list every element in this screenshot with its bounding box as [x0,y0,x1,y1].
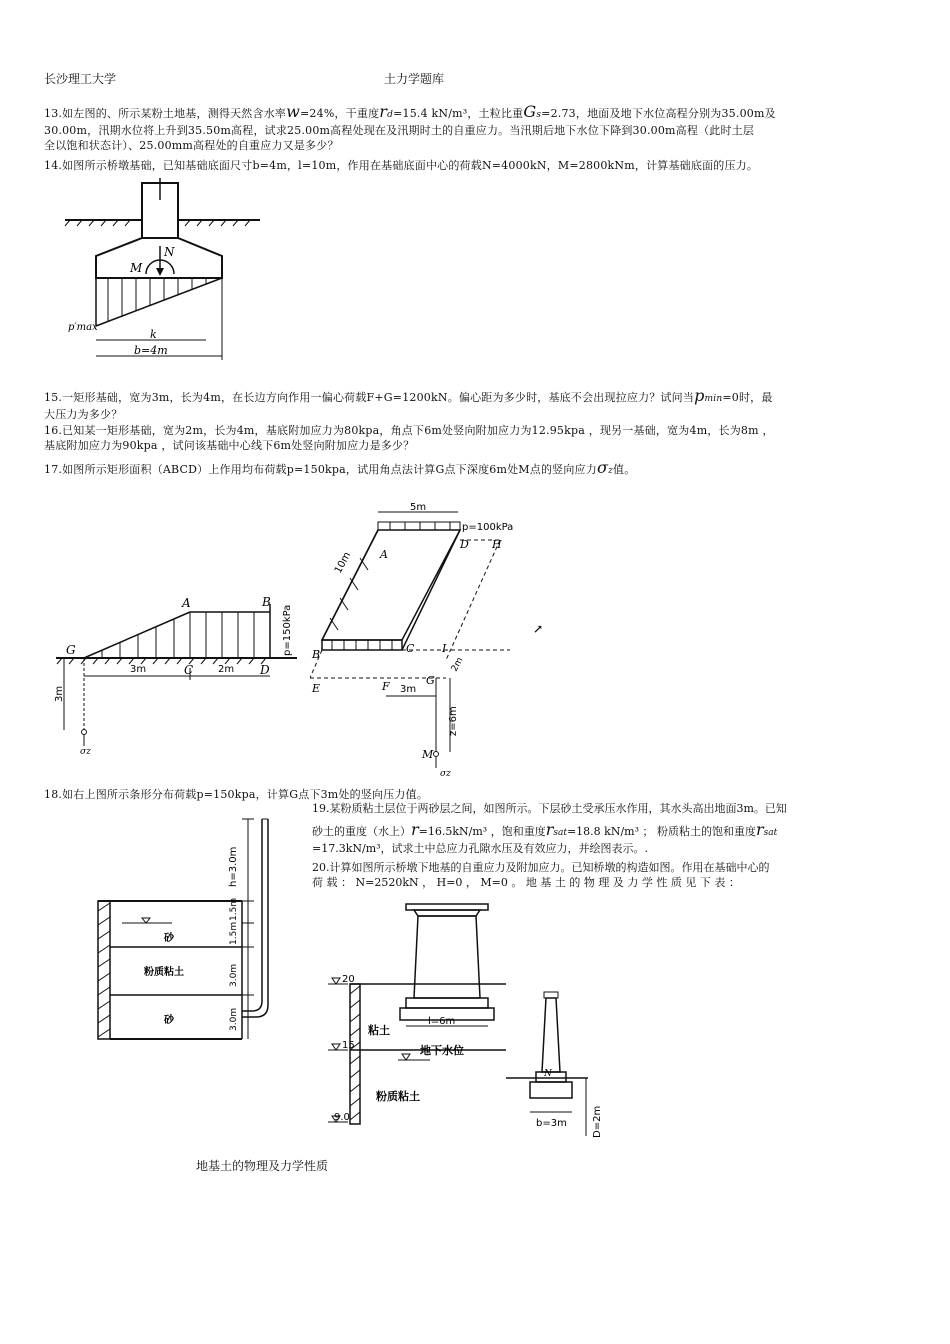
figure-18-strip-load [42,590,304,755]
figure-19-soil-profile [92,815,272,1045]
fig14-pmax-label: p′max [68,322,98,333]
question-20: 20.计算如图所示桥墩下地基的自重应力及附加应力。已知桥墩的构造如图。作用在基础中心的 荷 载 ： N=2520kN ， H=0 ， M=0 。 地 基 土 的 物 理 及 力 学 性 质 见 下 表 ： [312,861,770,889]
fig19-15b-label: 1.5m [229,921,239,945]
question-17: 17.如图所示矩形面积（ABCD）上作用均布荷载p=150kpa，试用角点法计算G点下深度6m处M点的竖向应力σz值。 [44,458,636,477]
stray-mark: ↗ [533,622,544,636]
fig18-p-label: p=150kPa [282,604,293,656]
question-18: 18.如右上图所示条形分布荷载p=150kpa，计算G点下3m处的竖向压力值。 [44,788,429,801]
table-caption: 地基土的物理及力学性质 [196,1159,329,1173]
figure-14-pier-foundation [60,178,270,368]
fig18-C-label: C [184,663,194,677]
fig20-b-label: b=3m [536,1118,567,1129]
fig17-F-label: F [382,680,390,693]
fig19-30a-label: 3.0m [229,963,239,987]
question-15: 15.一矩形基础，宽为3m，长为4m，在长边方向作用一偏心荷载F+G=1200kN。偏心距为多少时，基底不会出现拉应力？试问当pmin=0时，最 大压力为多少？ [44,386,773,421]
fig17-H-label: H [492,538,502,551]
fig17-z-label: z=6m [448,706,459,736]
fig18-A-label: A [182,596,191,610]
fig20-clay-label: 粘土 [368,1024,390,1037]
fig17-D-label: D [460,538,469,551]
header-left: 长沙理工大学 [44,72,117,86]
fig19-clay-label: 粉质粘土 [144,967,184,978]
fig20-e15-label: 15 [342,1040,355,1051]
fig20-silty-label: 粉质粘土 [376,1090,420,1103]
figure-17-rectangle-load [310,500,550,780]
fig20-l-label: l=6m [428,1016,456,1027]
fig18-depth-label: 3m [54,685,65,702]
figure-20-bridge-pier [318,900,618,1140]
fig17-M-label: M [422,748,434,761]
fig19-15a-label: 1.5m [229,897,239,921]
fig20-water-label: 地下水位 [420,1044,464,1057]
fig20-e20-label: 20 [342,974,355,985]
fig17-C-label: C [406,642,415,655]
fig18-sigma-label: σz [80,747,91,755]
fig17-sigma-label: σz [440,769,451,779]
question-16: 16.已知某一矩形基础，宽为2m，长为4m，基底附加应力为80kpa，角点下6m处竖向附加应力为12.95kpa ，现另一基础，宽为4m，长为8m ， 基底附加应力为90kpa ，试问该基础中心线下6m处竖向附加应力是多少？ [44,424,774,452]
fig17-E-label: E [312,682,321,695]
question-13: 13.如左图的、所示某粉土地基，测得天然含水率w=24%，干重度rd=15.4 kN/m³，土粒比重Gs=2.73，地面及地下水位高程分别为35.00m及 30.00m，汛期水位将上升到35.50m高程，试求25.00m高程处现在及汛期时土的自重应力。当汛期后地下水位下降到30.00m高程（此时土层 全以饱和状态计）、25.00mm高程处的自重应力又是多少？ [44,102,776,152]
fig18-G-label: G [66,643,76,657]
fig19-sand2-label: 砂 [164,1015,174,1026]
question-14: 14.如图所示桥墩基础，已知基础底面尺寸b=4m，l=10m，作用在基础底面中心的荷载N=4000kN，M=2800kNm，计算基础底面的压力。 [44,159,759,172]
fig17-A-label: A [380,548,388,561]
fig18-3m-label: 3m [130,664,147,675]
fig14-b-label: b=4m [134,344,168,357]
fig19-sand1-label: 砂 [164,933,174,944]
fig20-N-label: N [544,1069,552,1079]
question-19: 19.某粉质粘土层位于两砂层之间，如图所示。下层砂土受承压水作用，其水头高出地面3m。已知 砂土的重度（水上）r=16.5kN/m³ ，饱和重度rsat=18.8 kN/m³ ； 粉质粘土的饱和重度rsat =17.3kN/m³，试求土中总应力孔隙水压及有效应力，并绘图表示。. [312,802,787,855]
fig17-I-label: I [442,642,447,655]
fig18-2m-label: 2m [218,664,235,675]
fig17-2m-label: 2m [449,655,466,674]
fig14-k-label: k [150,328,157,341]
fig19-30b-label: 3.0m [229,1007,239,1031]
fig19-h-label: h=3.0m [228,846,239,887]
header-center: 土力学题库 [384,72,445,86]
fig17-10m-label: 10m [332,550,354,576]
fig14-N-label: N [164,245,175,259]
fig17-3m-label: 3m [400,684,417,695]
fig20-e9-label: 9.0 [334,1112,350,1123]
fig17-5m-label: 5m [410,502,427,513]
fig20-D-label: D=2m [592,1105,603,1138]
fig18-B-label: B [262,595,271,609]
fig17-G-label: G [426,674,435,687]
fig17-B-label: B [312,648,321,661]
fig17-p-label: p=100kPa [462,522,514,533]
fig14-M-label: M [130,261,143,275]
fig18-D-label: D [260,663,270,677]
